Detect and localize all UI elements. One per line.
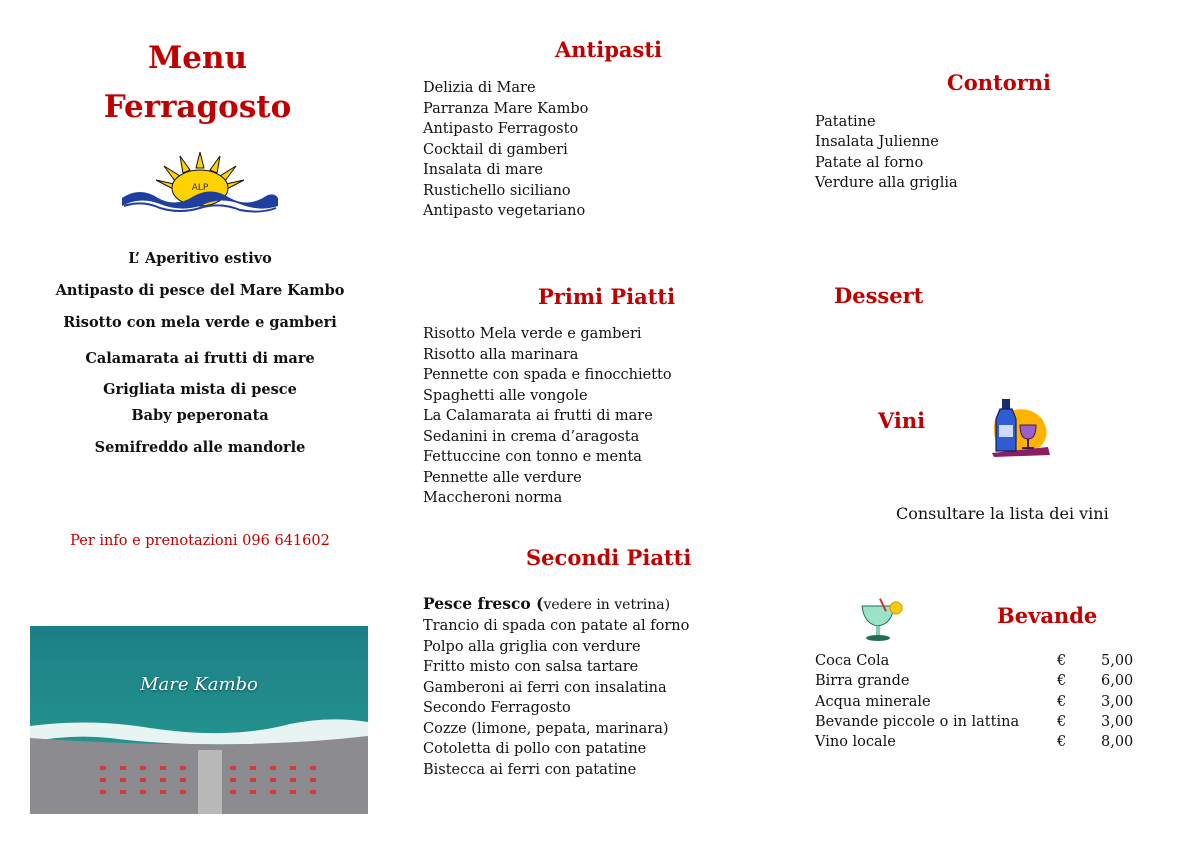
photo-caption: Mare Kambo	[140, 674, 258, 695]
wine-list-note: Consultare la lista dei vini	[896, 504, 1109, 523]
list-item: Sedanini in crema d’aragosta	[423, 428, 640, 445]
heading-bevande: Bevande	[997, 603, 1098, 628]
list-item: Pennette con spada e finocchietto	[423, 367, 672, 383]
list-item: Maccheroni norma	[423, 490, 563, 506]
primi-list	[423, 324, 672, 509]
info-reservations: Per info e prenotazioni 096 641602	[70, 533, 330, 549]
table-row	[815, 671, 1135, 691]
title-line-2: Ferragosto	[103, 89, 292, 125]
list-item: Secondo Ferragosto	[423, 700, 571, 716]
list-item: Trancio di spada con patate al forno	[423, 618, 690, 634]
contorni-list	[815, 112, 958, 193]
list-item: Patatine	[815, 114, 876, 130]
list-item: Fritto misto con salsa tartare	[423, 659, 639, 675]
currency: €	[1057, 713, 1067, 730]
list-item: Antipasto Ferragosto	[423, 121, 579, 137]
menu-item: Semifreddo alle mandorle	[94, 439, 306, 456]
table-row	[815, 692, 1135, 712]
list-item: Patate al forno	[815, 154, 924, 171]
currency: €	[1057, 653, 1067, 669]
beverage-name: Birra grande	[815, 673, 910, 690]
list-item: Pennette alle verdure	[423, 469, 582, 486]
list-item: Cozze (limone, pepata, marinara)	[423, 720, 669, 737]
heading-primi-piatti: Primi Piatti	[538, 284, 676, 309]
price: 8,00	[1101, 734, 1134, 751]
currency: €	[1057, 673, 1067, 690]
beverages-table	[815, 651, 1135, 752]
beverage-name: Acqua minerale	[815, 693, 931, 710]
list-item: Risotto alla marinara	[423, 346, 579, 363]
price: 3,00	[1101, 713, 1134, 730]
list-item: Spaghetti alle vongole	[423, 387, 588, 404]
list-item: La Calamarata ai frutti di mare	[423, 408, 653, 424]
list-item: Verdure alla griglia	[815, 174, 958, 191]
price: 3,00	[1101, 693, 1134, 710]
beverage-name: Coca Cola	[815, 653, 890, 669]
list-item: Rustichello siciliano	[423, 182, 571, 199]
beverage-name: Bevande piccole o in lattina	[815, 713, 1020, 730]
table-row	[815, 651, 1135, 671]
cocktail-glass-icon	[856, 598, 906, 644]
list-item: Insalata Julienne	[815, 134, 939, 151]
list-item: Parranza Mare Kambo	[423, 100, 589, 117]
list-item: Insalata di mare	[423, 162, 543, 178]
heading-contorni: Contorni	[947, 70, 1052, 95]
table-row	[815, 732, 1135, 752]
title-line-1: Menu	[147, 40, 248, 76]
fresh-fish-line	[423, 594, 670, 613]
list-item: Fettuccine con tonno e menta	[423, 449, 642, 465]
menu-item: Baby peperonata	[131, 407, 269, 424]
heading-dessert: Dessert	[834, 283, 924, 308]
list-item: Gamberoni ai ferri con insalatina	[423, 679, 667, 696]
table-row	[815, 712, 1135, 732]
secondi-list	[423, 616, 689, 780]
menu-item: Antipasto di pesce del Mare Kambo	[55, 282, 345, 299]
antipasti-list	[423, 78, 588, 222]
heading-vini: Vini	[878, 408, 926, 433]
list-item: Antipasto vegetariano	[423, 203, 586, 219]
beach-photo	[30, 626, 368, 814]
price: 5,00	[1101, 653, 1134, 669]
fresh-fish-note: vedere in vetrina)	[543, 597, 671, 613]
currency: €	[1057, 734, 1067, 751]
list-item: Polpo alla griglia con verdure	[423, 638, 641, 655]
currency: €	[1057, 693, 1067, 710]
menu-item: L’ Aperitivo estivo	[128, 250, 272, 267]
sun-wave-logo-icon	[120, 150, 280, 214]
fresh-fish-label: Pesce fresco (	[423, 594, 544, 613]
beverage-name: Vino locale	[815, 734, 896, 751]
list-item: Cocktail di gamberi	[423, 141, 568, 158]
list-item: Delizia di Mare	[423, 80, 536, 96]
wine-bottle-icon	[988, 395, 1054, 459]
heading-antipasti: Antipasti	[555, 37, 663, 62]
menu-item: Grigliata mista di pesce	[103, 381, 297, 398]
price: 6,00	[1101, 673, 1134, 690]
menu-item: Risotto con mela verde e gamberi	[63, 314, 337, 331]
svg-text:ALP: ALP	[191, 183, 209, 193]
list-item: Risotto Mela verde e gamberi	[423, 326, 642, 342]
list-item: Cotoletta di pollo con patatine	[423, 741, 647, 757]
list-item: Bistecca ai ferri con patatine	[423, 761, 637, 778]
menu-item: Calamarata ai frutti di mare	[85, 350, 315, 367]
heading-secondi-piatti: Secondi Piatti	[526, 545, 692, 570]
